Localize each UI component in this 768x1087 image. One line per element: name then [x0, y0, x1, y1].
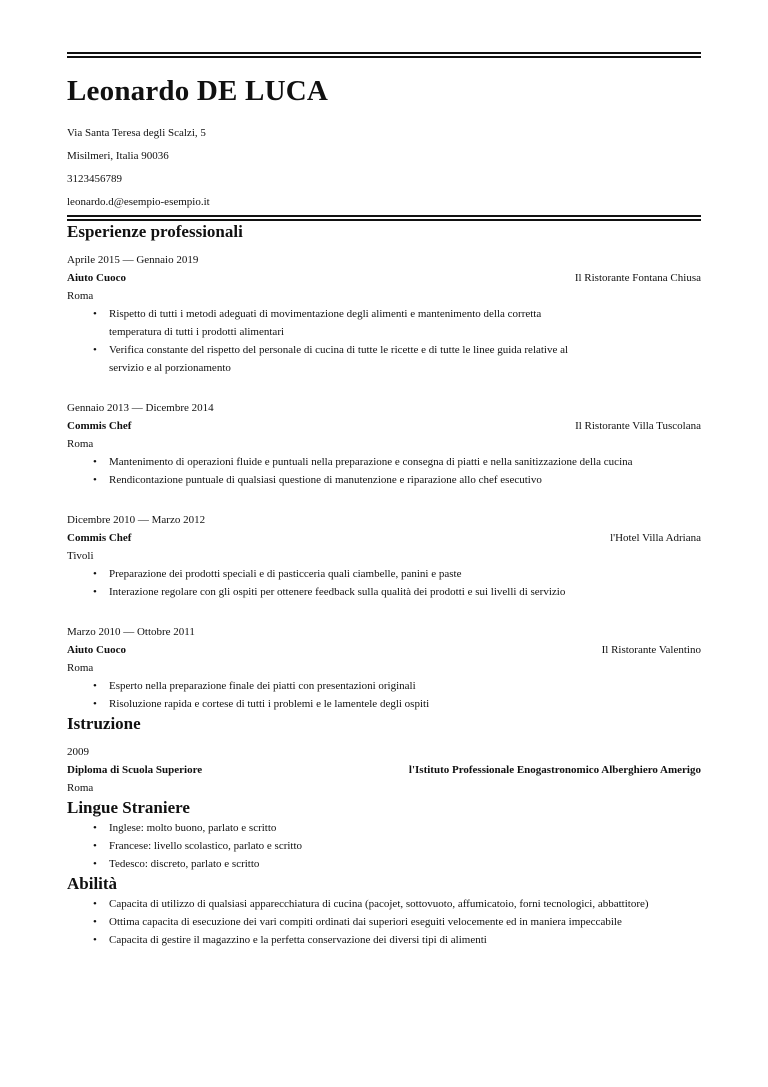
job-entry [67, 623, 701, 713]
job-employer: Il Ristorante Villa Tuscolana [575, 420, 701, 432]
job-employer: Il Ristorante Valentino [601, 644, 701, 656]
list-item: • Risoluzione rapida e cortese di tutti i problemi e le lamentele degli ospiti [107, 695, 579, 713]
skills-list [67, 895, 701, 949]
education-heading: Istruzione [67, 714, 141, 733]
job-location: Roma [67, 662, 94, 674]
job-location: Tivoli [67, 550, 94, 562]
languages-heading: Lingue Straniere [67, 798, 190, 817]
job-title-row [67, 269, 701, 287]
list-item: • Rendicontazione puntuale di qualsiasi questione di manutenzione e riparazione allo chef esecutivo [107, 471, 701, 489]
job-dates: Aprile 2015 — Gennaio 2019 [67, 254, 199, 266]
job-location: Roma [67, 290, 94, 302]
skills-heading: Abilità [67, 874, 118, 893]
job-role: Commis Chef [67, 532, 132, 544]
education-title-row [67, 761, 701, 779]
job-entry [67, 399, 701, 489]
list-item: • Francese: livello scolastico, parlato e scritto [107, 837, 579, 855]
list-item: • Mantenimento di operazioni fluide e puntuali nella preparazione e consegna di piatti e nella sanitizzazione della cucina [107, 453, 701, 471]
education-location: Roma [67, 782, 94, 794]
job-role: Aiuto Cuoco [67, 272, 126, 284]
job-bullets [67, 453, 701, 489]
list-item: • Interazione regolare con gli ospiti per ottenere feedback sulla qualità dei prodotti e sui livelli di servizio [107, 583, 579, 601]
job-dates: Marzo 2010 — Ottobre 2011 [67, 626, 195, 638]
education-year: 2009 [67, 746, 89, 758]
job-entry [67, 511, 701, 601]
email: leonardo.d@esempio-esempio.it [67, 196, 210, 208]
list-item: • Verifica constante del rispetto del personale di cucina di tutte le ricette e di tutte le linee guida relative al servizio e al porzionamento [107, 341, 579, 377]
experience-heading: Esperienze professionali [67, 222, 243, 241]
education-entry [67, 743, 701, 797]
address: Via Santa Teresa degli Scalzi, 5 [67, 127, 206, 139]
list-item: • Capacita di gestire il magazzino e la perfetta conservazione dei diversi tipi di alimenti [107, 931, 701, 949]
job-role: Aiuto Cuoco [67, 644, 126, 656]
job-location: Roma [67, 438, 94, 450]
job-dates: Dicembre 2010 — Marzo 2012 [67, 514, 206, 526]
job-employer: Il Ristorante Fontana Chiusa [574, 272, 701, 284]
list-item: • Ottima capacita di esecuzione dei vari compiti ordinati dai superiori eseguiti velocemente ed in maniera impeccabile [107, 913, 701, 931]
job-title-row [67, 529, 701, 547]
resume-page [67, 52, 701, 949]
job-employer: l'Hotel Villa Adriana [610, 532, 701, 544]
education-school: l'Istituto Professionale Enogastronomico Alberghiero Amerigo [408, 764, 701, 776]
list-item: • Capacita di utilizzo di qualsiasi apparecchiatura di cucina (pacojet, sottovuoto, affumicatoio, forni tecnologici, abbattitore) [107, 895, 701, 913]
list-item: • Tedesco: discreto, parlato e scritto [107, 855, 579, 873]
job-bullets [67, 305, 701, 377]
list-item: • Inglese: molto buono, parlato e scritto [107, 819, 579, 837]
list-item: • Esperto nella preparazione finale dei piatti con presentazioni originali [107, 677, 579, 695]
city: Misilmeri, Italia 90036 [67, 150, 169, 162]
candidate-name: Leonardo DE LUCA [67, 75, 328, 107]
top-divider [67, 52, 701, 58]
job-entry [67, 251, 701, 377]
job-dates: Gennaio 2013 — Dicembre 2014 [67, 402, 214, 414]
list-item: • Rispetto di tutti i metodi adeguati di movimentazione degli alimenti e mantenimento della corretta temperatura di tutti i prodotti alimentari [107, 305, 579, 341]
list-item: • Preparazione dei prodotti speciali e di pasticceria quali ciambelle, panini e paste [107, 565, 579, 583]
job-title-row [67, 417, 701, 435]
job-bullets [67, 565, 701, 601]
job-title-row [67, 641, 701, 659]
languages-list [67, 819, 701, 873]
education-degree: Diploma di Scuola Superiore [67, 764, 203, 776]
phone: 3123456789 [67, 173, 122, 185]
job-bullets [67, 677, 701, 713]
job-role: Commis Chef [67, 420, 132, 432]
